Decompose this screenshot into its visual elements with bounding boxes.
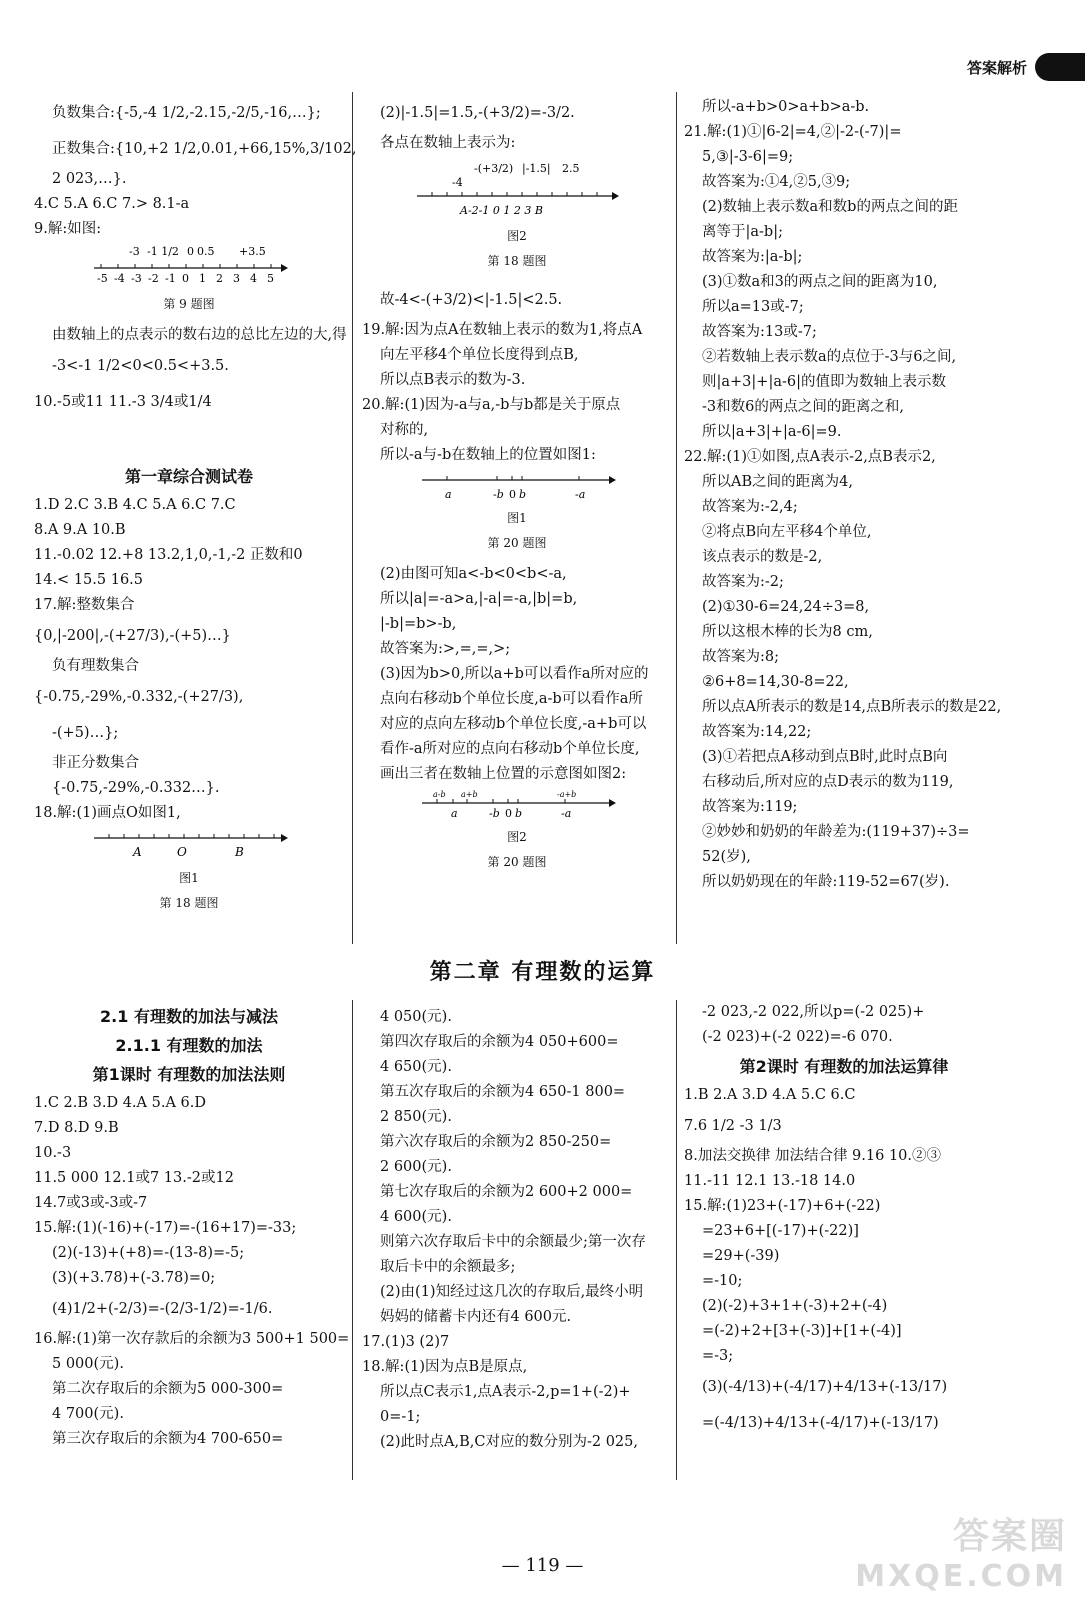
column-divider-1	[352, 92, 353, 944]
fig9-top-label: 0.5	[197, 245, 215, 258]
fig9-top-label: 0	[187, 245, 194, 258]
text-line: (2)(-2)+3+1+(-3)+2+(-4)	[702, 1298, 888, 1314]
text-line: -2 023,-2 022,所以p=(-2 025)+	[702, 1004, 925, 1020]
text-line: (-2 023)+(-2 022)=-6 070.	[702, 1029, 893, 1045]
text-line: ②妙妙和奶奶的年龄差为:(119+37)÷3=	[702, 824, 970, 840]
text-line: 10.-3	[34, 1145, 72, 1161]
text-line: 52(岁),	[702, 849, 751, 865]
text-line: 4 650(元).	[380, 1059, 452, 1075]
column-2-top	[362, 95, 672, 875]
text-line: (3)①若把点A移动到点B时,此时点B向	[702, 749, 948, 765]
text-line: 负有理数集合	[52, 658, 139, 674]
text-line: 16.解:(1)第一次存款后的余额为3 500+1 500=	[34, 1331, 350, 1347]
text-line: {-0.75,-29%,-0.332…}.	[52, 780, 220, 796]
text-line: 17.解:整数集合	[34, 597, 135, 613]
text-line: 10.-5或11 11.-3 3/4或1/4	[34, 394, 212, 410]
fig9-top-label: +3.5	[239, 245, 266, 258]
figure-caption: 第 18 题图	[487, 254, 547, 268]
text-line: 2 600(元).	[380, 1159, 452, 1175]
text-line: 所以奶奶现在的年龄:119-52=67(岁).	[702, 874, 950, 890]
text-line: 4 600(元).	[380, 1209, 452, 1225]
column-divider-4	[676, 1000, 677, 1480]
text-line: 9.解:如图:	[34, 221, 102, 237]
figure-18-number-line-1	[89, 828, 289, 864]
text-line: 所以|a+3|+|a-6|=9.	[702, 424, 842, 440]
text-line: 2 023,…}.	[52, 171, 127, 187]
text-line: 故答案为:8;	[702, 649, 779, 665]
text-line: =(-4/13)+4/13+(-4/17)+(-13/17)	[702, 1415, 939, 1431]
text-line: 非正分数集合	[52, 755, 139, 771]
fig20-point-label: -b	[493, 488, 504, 501]
header-tab-block	[1035, 53, 1085, 81]
text-line: (3)(+3.78)+(-3.78)=0;	[52, 1270, 216, 1286]
text-line: 所以点B表示的数为-3.	[380, 372, 526, 388]
text-line: 21.解:(1)①|6-2|=4,②|-2-(-7)|=	[684, 124, 902, 140]
page-header-tag	[967, 52, 1085, 82]
text-line: 故答案为:119;	[702, 799, 798, 815]
fig18-top-label: -4	[452, 176, 463, 189]
text-line: 故答案为:-2,4;	[702, 499, 798, 515]
tick-label: 0	[182, 272, 189, 285]
fig20-point-label: a	[445, 488, 452, 501]
watermark-logo	[855, 1508, 1067, 1594]
section-title: 第一章综合测试卷	[124, 467, 253, 486]
watermark-line: 答案圈	[952, 1516, 1067, 1557]
watermark-line: MXQE.COM	[855, 1559, 1067, 1594]
text-line: 各点在数轴上表示为:	[380, 135, 516, 151]
figure-sublabel: 图1	[179, 871, 199, 885]
text-line: 15.解:(1)(-16)+(-17)=-(16+17)=-33;	[34, 1220, 297, 1236]
tick-label: -5	[97, 272, 108, 285]
text-line: =23+6+[(-17)+(-22)]	[702, 1223, 859, 1239]
text-line: 点向右移动b个单位长度,a-b可以看作a所	[380, 691, 643, 707]
text-line: 故答案为:-2;	[702, 574, 784, 590]
text-line: 20.解:(1)因为-a与a,-b与b都是关于原点	[362, 397, 621, 413]
fig9-top-label: -3	[129, 245, 140, 258]
text-line: -3和数6的两点之间的距离之和,	[702, 399, 904, 415]
text-line: 4 050(元).	[380, 1009, 452, 1025]
text-line: 所以点A所表示的数是14,点B所表示的数是22,	[702, 699, 1002, 715]
text-line: 14.< 15.5 16.5	[34, 572, 143, 588]
header-label: 答案解析	[966, 58, 1027, 77]
text-line: 11.-0.02 12.+8 13.2,1,0,-1,-2 正数和0	[34, 547, 303, 563]
text-line: (3)①数a和3的两点之间的距离为10,	[702, 274, 938, 290]
text-line: (2)此时点A,B,C对应的数分别为-2 025,	[380, 1434, 638, 1450]
text-line: 15.解:(1)23+(-17)+6+(-22)	[684, 1198, 881, 1214]
column-1-top	[34, 95, 357, 420]
column-1-bottom	[34, 1000, 350, 1452]
text-line: 所以点C表示1,点A表示-2,p=1+(-2)+	[380, 1384, 631, 1400]
figure-sublabel: 图1	[507, 511, 527, 525]
text-line: 2 850(元).	[380, 1109, 452, 1125]
fig20-point-label: 0	[509, 488, 516, 501]
figure-18-number-line-2	[412, 158, 622, 222]
text-line: 所以AB之间的距离为4,	[702, 474, 853, 490]
text-line: 右移动后,所对应的点D表示的数为119,	[702, 774, 954, 790]
tick-label: 4	[250, 272, 257, 285]
text-line: (2)数轴上表示数a和数b的两点之间的距	[702, 199, 958, 215]
tick-label: 1	[199, 272, 206, 285]
figure-sublabel: 图2	[507, 229, 527, 243]
lesson-title: 第2课时 有理数的加法运算律	[739, 1057, 949, 1076]
lesson-title: 第1课时 有理数的加法法则	[92, 1065, 286, 1084]
text-line: 22.解:(1)①如图,点A表示-2,点B表示2,	[684, 449, 936, 465]
text-line: (3)因为b>0,所以a+b可以看作a所对应的	[380, 666, 649, 682]
text-line: 故-4<-(+3/2)<|-1.5|<2.5.	[380, 292, 563, 308]
text-line: (2)由(1)知经过这几次的存取后,最终小明	[380, 1284, 644, 1300]
column-3-top	[684, 95, 1004, 895]
text-line: =(-2)+2+[3+(-3)]+[1+(-4)]	[702, 1323, 902, 1339]
text-line: 正数集合:{10,+2 1/2,0.01,+66,15%,3/102,	[52, 141, 357, 157]
text-line: 4.C 5.A 6.C 7.> 8.1-a	[34, 196, 190, 212]
text-line: 所以-a与-b在数轴上的位置如图1:	[380, 447, 596, 463]
text-line: 18.解:(1)因为点B是原点,	[362, 1359, 528, 1375]
text-line: (2)(-13)+(+8)=-(13-8)=-5;	[52, 1245, 245, 1261]
fig18-top-label: |-1.5|	[522, 162, 551, 175]
text-line: 故答案为:|a-b|;	[702, 249, 803, 265]
text-line: 7.D 8.D 9.B	[34, 1120, 119, 1136]
text-line: 则|a+3|+|a-6|的值即为数轴上表示数	[702, 374, 946, 390]
figure-20-number-line-1	[417, 470, 617, 504]
text-line: (2)由图可知a<-b<0<b<-a,	[380, 566, 567, 582]
figure-20-number-line-2	[417, 789, 617, 823]
column-2-bottom	[362, 1005, 672, 1455]
fig9-top-label: -1 1/2	[147, 245, 179, 258]
text-line: 取后卡中的余额最多;	[380, 1259, 516, 1275]
figure-9-number-line	[89, 244, 289, 290]
text-line: 该点表示的数是-2,	[702, 549, 823, 565]
text-line: 1.B 2.A 3.D 4.A 5.C 6.C	[684, 1087, 856, 1103]
text-line: 由数轴上的点表示的数右边的总比左边的大,得	[52, 327, 347, 343]
fig20-point-label: -b	[489, 807, 500, 820]
figure-caption: 第 20 题图	[487, 536, 547, 550]
text-line: =-3;	[702, 1348, 734, 1364]
text-line: 14.7或3或-3或-7	[34, 1195, 148, 1211]
text-line: |-b|=b>-b,	[380, 616, 457, 632]
section-title: 2.1 有理数的加法与减法	[100, 1007, 278, 1026]
text-line: 8.A 9.A 10.B	[34, 522, 126, 538]
text-line: (2)①30-6=24,24÷3=8,	[702, 599, 870, 615]
text-line: 8.加法交换律 加法结合律 9.16 10.②③	[684, 1148, 942, 1164]
fig18-point-label: A	[133, 845, 142, 859]
fig20-top-label: a+b	[461, 790, 478, 799]
text-line: 所以a=13或-7;	[702, 299, 804, 315]
text-line: 5 000(元).	[52, 1356, 124, 1372]
text-line: 故答案为:①4,②5,③9;	[702, 174, 851, 190]
fig20-point-label: -a	[561, 807, 572, 820]
tick-label: 2	[216, 272, 223, 285]
page-number: — 119 —	[501, 1555, 584, 1576]
text-line: 所以这根木棒的长为8 cm,	[702, 624, 873, 640]
text-line: =29+(-39)	[702, 1248, 780, 1264]
text-line: 5,③|-3-6|=9;	[702, 149, 794, 165]
fig20-point-label: b	[519, 488, 527, 501]
text-line: 1.C 2.B 3.D 4.A 5.A 6.D	[34, 1095, 206, 1111]
text-line: 故答案为:13或-7;	[702, 324, 817, 340]
text-line: 1.D 2.C 3.B 4.C 5.A 6.C 7.C	[34, 497, 236, 513]
text-line: 17.(1)3 (2)7	[362, 1334, 450, 1350]
text-line: (2)|-1.5|=1.5,-(+3/2)=-3/2.	[380, 105, 575, 121]
column-divider-2	[676, 92, 677, 944]
text-line: 所以-a+b>0>a+b>a-b.	[702, 99, 870, 115]
fig20-point-label: -a	[575, 488, 586, 501]
text-line: 7.6 1/2 -3 1/3	[684, 1118, 782, 1134]
text-line: 看作-a所对应的点向右移动b个单位长度,	[380, 741, 640, 757]
text-line: 向左平移4个单位长度得到点B,	[380, 347, 579, 363]
fig18-point-label: O	[177, 845, 187, 859]
tick-label: 3	[233, 272, 240, 285]
fig20-point-label: 0	[505, 807, 512, 820]
tick-label: -1	[165, 272, 176, 285]
text-line: 第六次存取后的余额为2 850-250=	[380, 1134, 612, 1150]
tick-label: -3	[131, 272, 142, 285]
fig20-top-label: a-b	[433, 790, 446, 799]
text-line: (3)(-4/13)+(-4/17)+4/13+(-13/17)	[702, 1379, 948, 1395]
text-line: -(+5)…};	[52, 725, 119, 741]
figure-caption: 第 18 题图	[159, 896, 219, 910]
column-1-test	[34, 460, 344, 916]
text-line: 故答案为:>,=,=,>;	[380, 641, 511, 657]
text-line: 0=-1;	[380, 1409, 421, 1425]
text-line: 11.5 000 12.1或7 13.-2或12	[34, 1170, 234, 1186]
text-line: 离等于|a-b|;	[702, 224, 783, 240]
chapter-title: 第二章 有理数的运算	[429, 960, 656, 985]
text-line: ②若数轴上表示数a的点位于-3与6之间,	[702, 349, 957, 365]
fig18-top-label: 2.5	[562, 162, 580, 175]
text-line: 所以|a|=-a>a,|-a|=-a,|b|=b,	[380, 591, 578, 607]
tick-label: -2	[148, 272, 159, 285]
column-divider-3	[352, 1000, 353, 1480]
text-line: ②6+8=14,30-8=22,	[702, 674, 849, 690]
text-line: 第四次存取后的余额为4 050+600=	[380, 1034, 619, 1050]
text-line: 第五次存取后的余额为4 650-1 800=	[380, 1084, 626, 1100]
text-line: 故答案为:14,22;	[702, 724, 812, 740]
figure-caption: 第 20 题图	[487, 855, 547, 869]
fig18-bottom-labels: A-2-1 0 1 2 3 B	[460, 204, 543, 217]
text-line: 对应的点向左移动b个单位长度,-a+b可以	[380, 716, 647, 732]
text-line: 18.解:(1)画点O如图1,	[34, 805, 181, 821]
fig18-top-label: -(+3/2)	[474, 162, 514, 175]
text-line: -3<-1 1/2<0<0.5<+3.5.	[52, 358, 229, 374]
text-line: 19.解:因为点A在数轴上表示的数为1,将点A	[362, 322, 643, 338]
text-line: 妈妈的储蓄卡内还有4 600元.	[380, 1309, 572, 1325]
text-line: ②将点B向左平移4个单位,	[702, 524, 872, 540]
column-3-bottom	[684, 1000, 1004, 1441]
fig20-top-label: -a+b	[557, 790, 577, 799]
fig20-point-label: b	[515, 807, 523, 820]
fig20-point-label: a	[451, 807, 458, 820]
figure-sublabel: 图2	[507, 830, 527, 844]
figure-caption: 第 9 题图	[163, 297, 215, 311]
tick-label: -4	[114, 272, 125, 285]
text-line: {0,|-200|,-(+27/3),-(+5)…}	[34, 628, 231, 644]
fig18-point-label: B	[235, 845, 244, 859]
text-line: 则第六次存取后卡中的余额最少;第一次存	[380, 1234, 646, 1250]
text-line: {-0.75,-29%,-0.332,-(+27/3),	[34, 689, 244, 705]
text-line: 画出三者在数轴上位置的示意图如图2:	[380, 766, 627, 782]
tick-label: 5	[267, 272, 274, 285]
text-line: 负数集合:{-5,-4 1/2,-2.15,-2/5,-16,…};	[52, 105, 321, 121]
text-line: 第二次存取后的余额为5 000-300=	[52, 1381, 284, 1397]
text-line: 4 700(元).	[52, 1406, 124, 1422]
text-line: 11.-11 12.1 13.-18 14.0	[684, 1173, 856, 1189]
text-line: =-10;	[702, 1273, 743, 1289]
subsection-title: 2.1.1 有理数的加法	[115, 1036, 263, 1055]
text-line: 对称的,	[380, 422, 429, 438]
text-line: (4)1/2+(-2/3)=-(2/3-1/2)=-1/6.	[52, 1301, 273, 1317]
text-line: 第三次存取后的余额为4 700-650=	[52, 1431, 284, 1447]
text-line: 第七次存取后的余额为2 600+2 000=	[380, 1184, 633, 1200]
